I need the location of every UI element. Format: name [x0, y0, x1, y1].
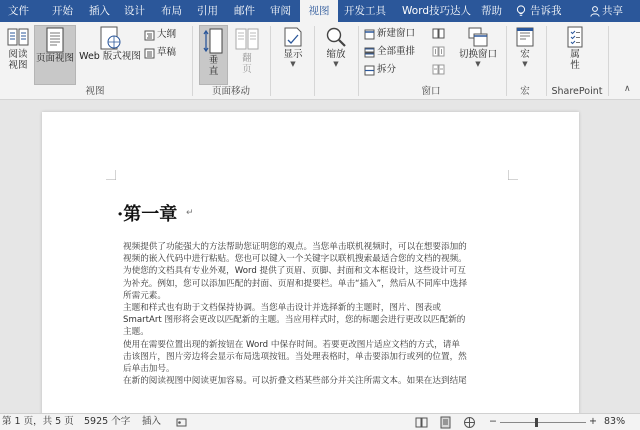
tab-view[interactable]: 视图 [300, 0, 338, 22]
zoom-in-button[interactable]: + [589, 416, 597, 427]
macros-group-label: 宏 [520, 86, 530, 97]
insert-mode[interactable]: 插入 [142, 416, 162, 427]
zoom-label: 缩放 [326, 49, 346, 60]
tab-mailings[interactable]: 邮件 [234, 5, 255, 17]
tab-developer[interactable]: 开发工具 [344, 5, 386, 17]
magnifier-icon [324, 25, 348, 49]
print-layout-icon[interactable] [440, 416, 451, 429]
tell-me-search[interactable] [516, 0, 562, 22]
web-layout-icon[interactable] [463, 416, 476, 429]
ribbon [0, 22, 640, 100]
tab-references[interactable]: 引用 [197, 5, 218, 17]
page-movement-group-label: 页面移动 [211, 86, 250, 97]
read-mode-icon[interactable] [415, 417, 428, 428]
separator [608, 26, 609, 96]
sync-scroll-icon-button[interactable] [432, 45, 447, 59]
web-layout-button[interactable] [78, 25, 142, 62]
side-pages-icon [234, 25, 260, 53]
reset-position-icon-button[interactable] [432, 63, 447, 77]
outline-icon [144, 30, 155, 41]
draft-label: 草稿 [157, 47, 177, 58]
document-canvas[interactable] [0, 100, 640, 413]
tab-word-tips[interactable]: Word技巧达人 [402, 5, 471, 17]
properties-button[interactable] [560, 25, 590, 71]
zoom-level[interactable]: 83% [604, 416, 626, 427]
zoom-button[interactable] [320, 25, 352, 68]
split-button[interactable] [364, 63, 396, 77]
text-line: 视频提供了功能强大的方法帮助您证明您的观点。当您单击联机视频时，可以在想要添加的 [123, 242, 467, 252]
chevron-down-icon: ▼ [290, 60, 296, 68]
tab-design[interactable]: 设计 [124, 5, 145, 17]
page-count[interactable]: 第 1 页，共 5 页 [2, 416, 74, 427]
text-line: 在新的阅读视图中阅读更加容易。可以折叠文档某些部分并关注所需文本。如果在达到结尾 [123, 376, 467, 387]
chevron-up-icon: ∧ [624, 84, 631, 94]
share-label: 共享 [602, 5, 623, 17]
split-label: 拆分 [377, 64, 397, 75]
draft-icon [144, 48, 155, 59]
switch-windows-icon [466, 25, 490, 49]
tab-home[interactable]: 开始 [52, 5, 73, 17]
page-icon [44, 27, 66, 53]
tab-review[interactable]: 审阅 [270, 5, 291, 17]
document-page[interactable] [42, 112, 579, 413]
vertical-label-1: 垂 [208, 55, 219, 66]
draft-button[interactable] [144, 46, 176, 60]
document-body[interactable] [123, 241, 505, 387]
macros-icon [513, 25, 537, 49]
print-layout-label: 页面视图 [35, 53, 74, 64]
properties-label-2: 性 [570, 60, 580, 71]
views-group-label: 视图 [85, 86, 105, 97]
window-group-label: 窗口 [421, 86, 441, 97]
text-line: 所需元素。 [123, 290, 166, 301]
macros-button[interactable] [510, 25, 540, 68]
zoom-slider-track[interactable] [500, 422, 586, 423]
read-mode-label-2: 视图 [8, 60, 28, 71]
reset-position-icon [432, 64, 445, 75]
chevron-down-icon: ▼ [522, 60, 528, 68]
corner-mark-icon [508, 170, 518, 180]
side-by-side-icon [432, 28, 445, 39]
vertical-button[interactable] [199, 25, 228, 85]
text-line: 为补充。例如，您可以添加匹配的封面、页眉和提要栏。单击“插入”，然后从不同库中选择 [123, 278, 468, 289]
side-to-side-button[interactable] [232, 25, 262, 75]
text-line: 主题。 [123, 327, 149, 338]
view-side-by-side-icon-button[interactable] [432, 27, 447, 41]
text-line: 后单击加号。 [123, 363, 175, 374]
tab-insert[interactable]: 插入 [89, 5, 110, 17]
person-icon [590, 6, 600, 17]
new-window-icon [364, 29, 375, 40]
show-button[interactable] [276, 25, 310, 68]
text-line: 为使您的文档具有专业外观，Word 提供了页眉、页脚、封面和文本框设计，这些设计可互 [123, 266, 466, 277]
globe-page-icon [97, 25, 123, 51]
chapter-heading[interactable]: ·第一章 [117, 204, 178, 225]
text-line: SmartArt 图形将会更改以匹配新的主题。当应用样式时，您的标题会进行更改以匹配新的 [123, 315, 466, 326]
read-mode-button[interactable] [3, 25, 33, 71]
chevron-down-icon: ▼ [333, 60, 339, 68]
status-bar [0, 413, 640, 430]
tell-me-label: 告诉我 [530, 5, 562, 17]
arrange-all-label: 全部重排 [377, 46, 416, 57]
new-window-button[interactable] [364, 27, 415, 41]
text-line: 击该图片，图片旁边将会显示布局选项按钮。当处理表格时，单击要添加行或列的位置，然 [123, 351, 467, 362]
separator [270, 26, 271, 96]
separator [314, 26, 315, 96]
text-line: 视频的嵌入代码中进行粘贴。您也可以键入一个关键字以联机搜索最适合您的文档的视频。 [123, 254, 467, 265]
text-line: 使用在需要位置出现的新按钮在 Word 中保存时间。若要更改图片适应文档的方式，请单 [123, 339, 460, 350]
zoom-slider-thumb[interactable] [535, 418, 538, 427]
arrange-icon [364, 47, 375, 58]
collapse-ribbon-button[interactable] [624, 84, 631, 94]
text-line: 主题和样式也有助于文档保持协调。当您单击设计并选择新的主题时，图片、图表或 [123, 302, 441, 313]
word-count[interactable]: 5925 个字 [84, 416, 131, 427]
vertical-label-2: 直 [208, 66, 219, 77]
read-mode-label-1: 阅读 [8, 49, 28, 60]
arrange-all-button[interactable] [364, 45, 415, 59]
macros-label: 宏 [520, 49, 530, 60]
chevron-down-icon: ▼ [475, 60, 481, 68]
vertical-pages-icon [203, 27, 225, 55]
properties-icon [563, 25, 587, 49]
switch-windows-label: 切换窗口 [458, 49, 497, 60]
tab-help[interactable]: 帮助 [481, 5, 502, 17]
split-icon [364, 65, 375, 76]
lightbulb-icon [516, 5, 526, 17]
sharepoint-group-label: SharePoint [551, 86, 603, 97]
outline-label: 大纲 [157, 29, 177, 40]
zoom-out-button[interactable]: − [489, 416, 497, 427]
side-to-side-label-2: 页 [242, 64, 252, 75]
paragraph-mark: ↵ [186, 208, 194, 218]
side-to-side-label-1: 翻 [242, 53, 252, 64]
tab-layout[interactable]: 布局 [161, 5, 182, 17]
book-icon [6, 25, 30, 49]
tab-file[interactable]: 文件 [8, 5, 29, 17]
new-window-label: 新建窗口 [377, 28, 416, 39]
macro-record-icon[interactable] [176, 418, 187, 427]
properties-label-1: 属 [570, 49, 580, 60]
sync-scroll-icon [432, 46, 445, 57]
show-label: 显示 [283, 49, 303, 60]
corner-mark-icon [106, 170, 116, 180]
print-layout-button[interactable] [34, 25, 76, 85]
switch-windows-button[interactable] [452, 25, 504, 68]
outline-button[interactable] [144, 28, 176, 42]
ribbon-tab-bar [0, 0, 640, 22]
show-icon [281, 25, 305, 49]
share-button[interactable] [590, 0, 623, 22]
web-layout-label: Web 版式视图 [79, 51, 141, 62]
